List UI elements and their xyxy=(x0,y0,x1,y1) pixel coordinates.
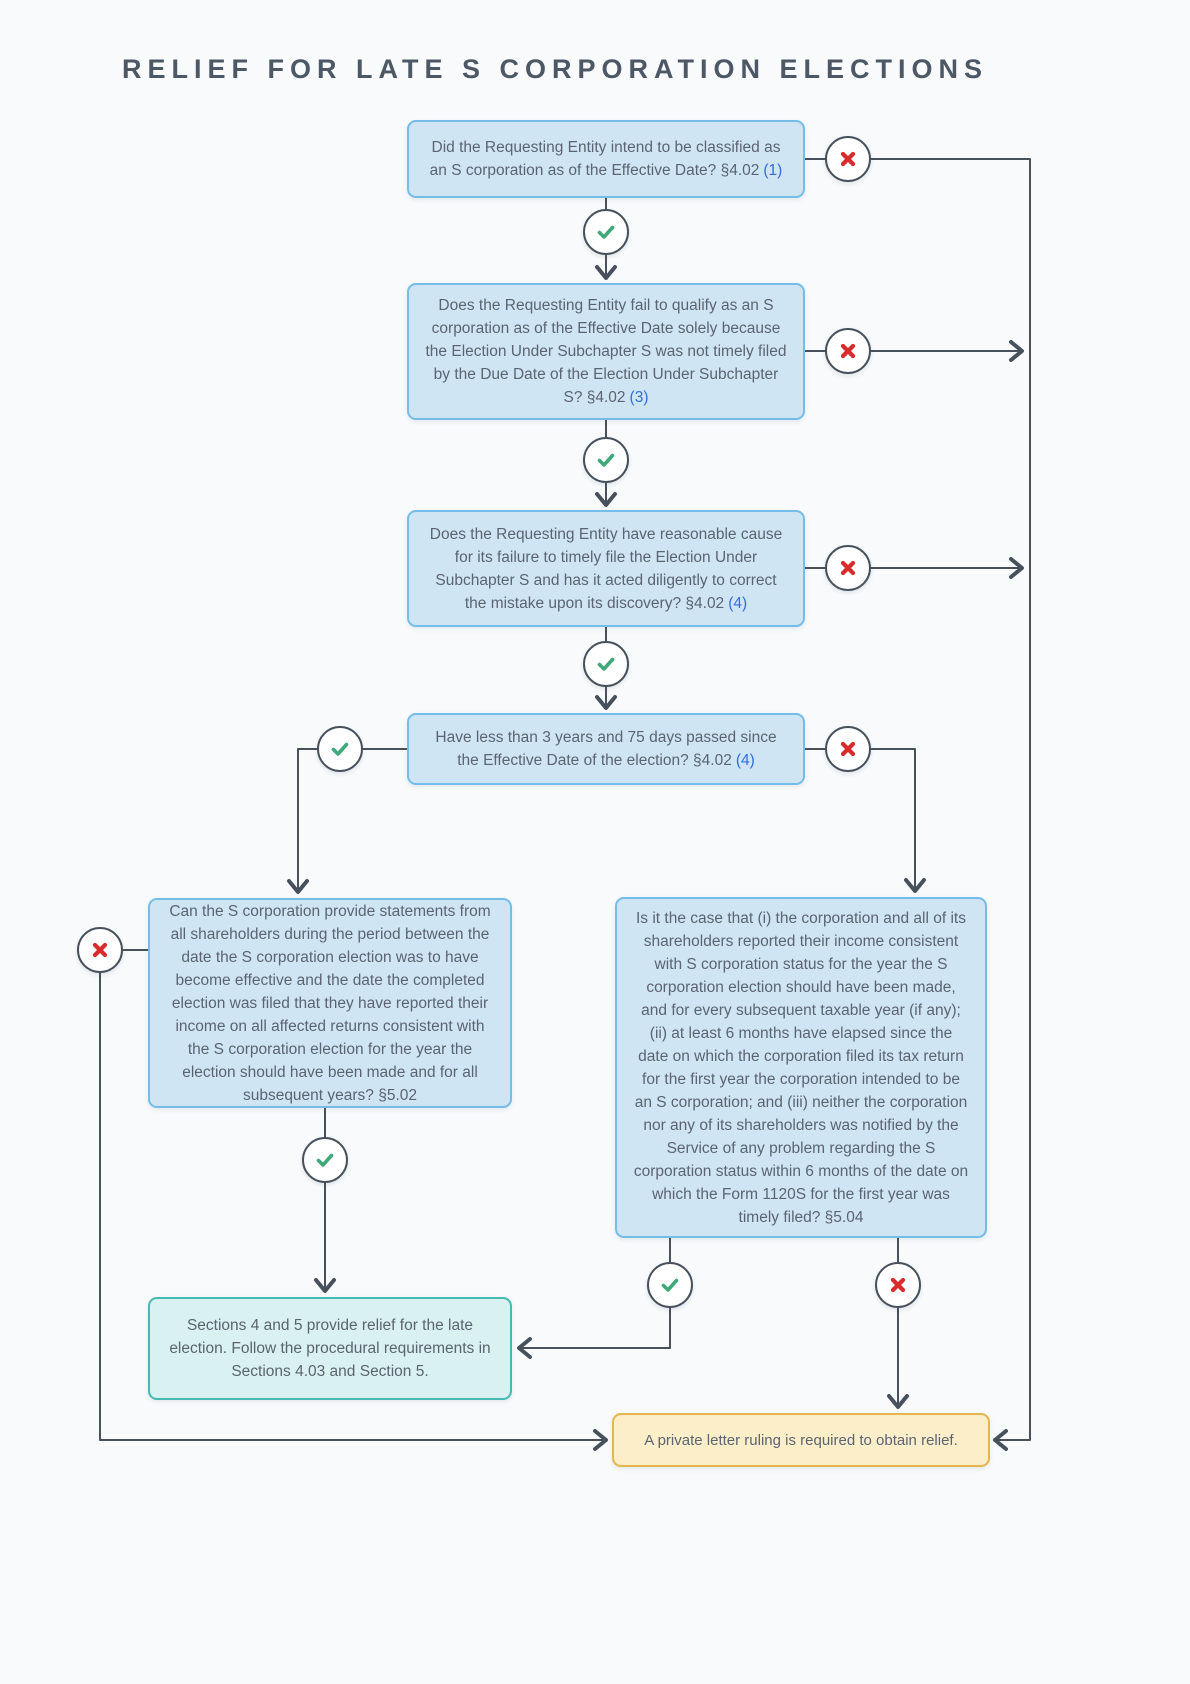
section-ref-link[interactable]: (1) xyxy=(763,162,783,179)
no-indicator-q4 xyxy=(825,726,871,772)
page-title: RELIEF FOR LATE S CORPORATION ELECTIONS xyxy=(121,54,988,84)
yes-indicator-q5 xyxy=(302,1137,348,1183)
outcome-text: A private letter ruling is required to obtain relief. xyxy=(644,1431,958,1449)
check-icon xyxy=(313,1148,337,1172)
yes-indicator-q4 xyxy=(317,726,363,772)
check-icon xyxy=(658,1273,682,1297)
outcome-relief-sections-4-5 xyxy=(148,1297,512,1400)
check-icon xyxy=(594,448,618,472)
no-indicator-q1 xyxy=(825,136,871,182)
yes-indicator-q3 xyxy=(583,641,629,687)
check-icon xyxy=(328,737,352,761)
question-fail-qualify-timely-filing xyxy=(407,283,805,420)
x-icon xyxy=(836,147,860,171)
yes-indicator-q6 xyxy=(647,1262,693,1308)
edge-q6-yes-to-relief xyxy=(520,1308,670,1348)
question-text: Is it the case that (i) the corporation and all of its shareholders reported their income consistent with S corporation status for the year the S corporation election should have been made, and for every subsequent taxable year (if any); (ii) at least 6 months have elapsed since the date on which the corporation filed its tax return for the first year the corporation intended to be an S corporation; and (iii) neither the corporation nor any of its shareholders was notified by the Service of any problem regarding the S corporation status within 6 months of the date on which the Form 1120S for the first year was timely filed? §5.04 xyxy=(633,909,969,1226)
check-icon xyxy=(594,220,618,244)
question-body: Does the Requesting Entity have reasonable cause for its failure to timely file the Election Under Subchapter S and has it acted diligently to correct the mistake upon its discovery? §4.02 xyxy=(429,525,783,612)
question-shareholder-statements xyxy=(148,898,512,1108)
yes-indicator-q1 xyxy=(583,209,629,255)
question-text: Can the S corporation provide statements from all shareholders during the period between the date the S corporation election was to have become effective and the date the completed election was filed that they have reported their income on all affected returns consistent with the S corporation election for the year the election should have been made and for all subsequent years? §5.02 xyxy=(169,902,491,1104)
edge-q4-no-to-q6 xyxy=(871,749,915,890)
no-indicator-q5 xyxy=(77,927,123,973)
question-text xyxy=(425,726,787,772)
x-icon xyxy=(836,556,860,580)
no-indicator-q2 xyxy=(825,328,871,374)
yes-indicator-q2 xyxy=(583,437,629,483)
section-ref-link[interactable]: (4) xyxy=(735,752,755,769)
no-indicator-q3 xyxy=(825,545,871,591)
question-text xyxy=(425,136,787,182)
section-ref-link[interactable]: (4) xyxy=(728,594,748,612)
outcome-text: Sections 4 and 5 provide relief for the late election. Follow the procedural requirements in Sections 4.03 and Section 5. xyxy=(169,1317,491,1380)
edge-q4-yes-to-q5 xyxy=(298,749,317,891)
outcome-private-letter-ruling xyxy=(612,1413,990,1467)
question-reasonable-cause xyxy=(407,510,805,627)
x-icon xyxy=(836,339,860,363)
question-text xyxy=(425,294,787,409)
x-icon xyxy=(886,1273,910,1297)
section-ref-link[interactable]: (3) xyxy=(629,389,649,406)
question-text xyxy=(425,523,787,615)
check-icon xyxy=(594,652,618,676)
question-body: Did the Requesting Entity intend to be classified as an S corporation as of the Effective Date? §4.02 xyxy=(429,139,781,179)
question-3-years-75-days xyxy=(407,713,805,785)
question-body: Does the Requesting Entity fail to qualify as an S corporation as of the Effective Date solely because the Election Under Subchapter S was not timely filed by the Due Date of the Election Under Subchapter S? §4.02 xyxy=(425,297,787,406)
question-intend-s-corp xyxy=(407,120,805,198)
question-body: Have less than 3 years and 75 days passed since the Effective Date of the election? §4.02 xyxy=(435,729,777,769)
x-icon xyxy=(836,737,860,761)
x-icon xyxy=(88,938,112,962)
no-indicator-q6 xyxy=(875,1262,921,1308)
question-consistent-reporting xyxy=(615,897,987,1238)
